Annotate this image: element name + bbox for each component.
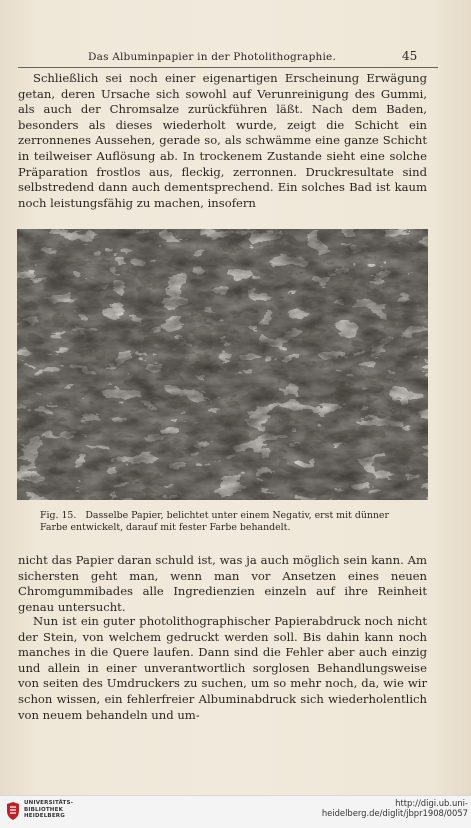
header-rule [18,67,438,68]
figure-plate [17,229,428,500]
paragraph-2: nicht das Papier daran schuld ist, was ja auch möglich sein kann. Am sichersten geht man, wenn man vor Ansetzen eines neuen Chromgummibades alle Ingredienzien einzeln auf ihre Reinheit genau untersucht. [18,553,427,614]
running-title: Das Albuminpapier in der Photolithographie. [88,51,336,63]
page-number: 45 [402,49,418,63]
paragraph-3: Nun ist ein guter photolithographischer Papierabdruck noch nicht der Stein, von welchem gedruckt werden soll. Bis dahin kann noch manches in die Quere laufen. Dann sind die Fehler aber auch einzig und allein in einer unverantwortlich sorglosen Behandlungsweise von seiten des Umdruckers zu suchen, um so mehr noch, da, wie wir schon wissen, ein fehlerfreier Albuminabdruck sich wiederholentlich von neuem behandeln und um- [18,614,427,722]
logo-line-3: HEIDELBERG [24,813,65,819]
logo-line-2: BIBLIOTHEK [24,806,64,813]
library-logo-text [24,800,73,820]
halftone-texture [17,229,428,500]
logo-line-1: UNIVERSITÄTS- [24,800,74,806]
figure-caption-text: Dasselbe Papier, belichtet unter einem Negativ, erst mit dünner Farbe entwickelt, darauf mit fester Farbe behandelt. [40,510,389,533]
figure-label: Fig. 15. [40,510,77,521]
figure-caption [40,510,418,534]
paragraph-1: Schließlich sei noch einer eigenartigen Erscheinung Erwägung getan, deren Ursache sich sowohl auf Verunreinigung des Gummi, als auch der Chromsalze zurückführen läßt. Nach dem Baden, besonders als dieses wiederholt wurde, zeigt die Schicht ein zerronnenes Aussehen, gerade so, als schwämme eine ganze Schicht in teilweiser Auflösung ab. In trockenem Zustande sieht eine solche Präparation frostlos aus, fleckig, zerronnen. Druckresultate sind selbstredend dann auch dementsprechend. Ein solches Bad ist kaum noch leistungsfähig zu machen, insofern [18,71,427,210]
source-url-link[interactable]: http://digi.ub.uni-heidelberg.de/diglit/jbpr1908/0057 [321,798,468,818]
library-logo-icon [6,802,20,820]
